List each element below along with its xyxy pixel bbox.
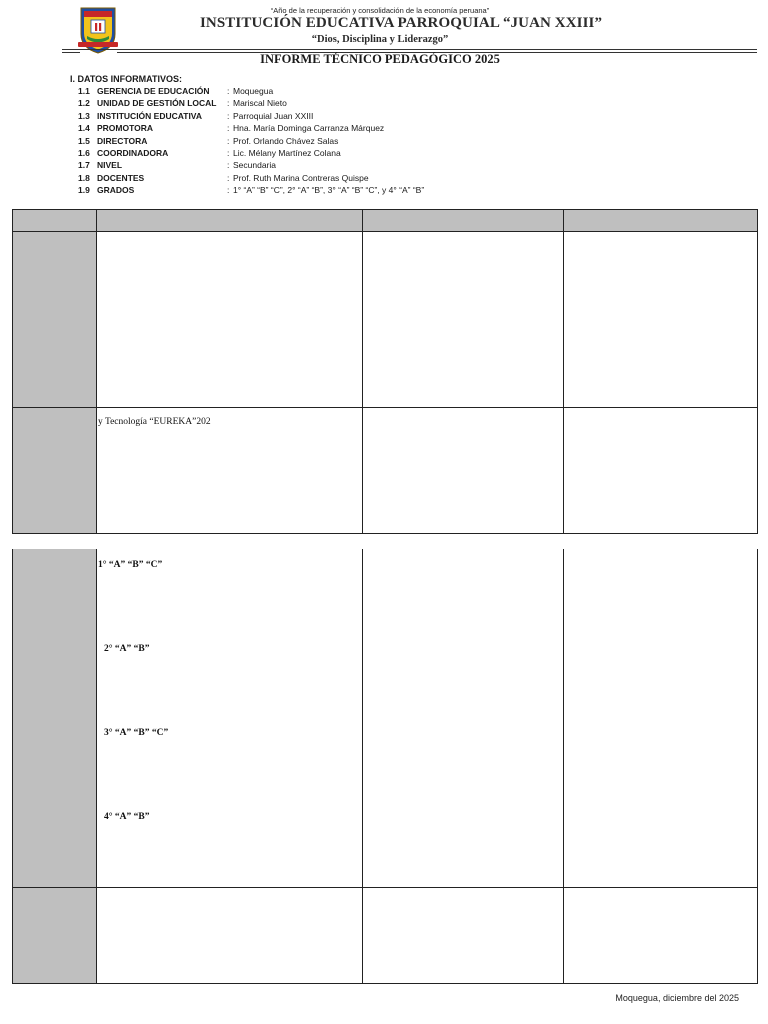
- table-border: [12, 209, 13, 534]
- datos-row-colon: :: [227, 160, 230, 171]
- datos-row-coordinadora: [78, 148, 538, 160]
- datos-row-gerencia: [78, 86, 538, 98]
- school-motto: “Dios, Disciplina y Liderazgo”: [311, 34, 449, 45]
- datos-row-colon: :: [227, 123, 230, 134]
- school-name: INSTITUCIÓN EDUCATIVA PARROQUIAL “JUAN XXIII”: [200, 15, 603, 31]
- datos-row-number: 1.3: [78, 110, 90, 121]
- header-rule-top: [62, 49, 757, 50]
- datos-row-colon: :: [227, 110, 230, 121]
- datos-row-label: NIVEL: [97, 160, 123, 171]
- report-table-1: [12, 209, 758, 534]
- datos-row-value: Hna. María Dominga Carranza Márquez: [233, 123, 385, 134]
- grade-line-3: 3° “A” “B” “C”: [104, 728, 169, 738]
- datos-row-colon: :: [227, 98, 230, 109]
- datos-row-number: 1.4: [78, 123, 90, 134]
- datos-row-value: Prof. Ruth Marina Contreras Quispe: [233, 172, 369, 183]
- datos-row-label: PROMOTORA: [97, 123, 154, 134]
- table-border: [12, 231, 758, 232]
- table-border: [362, 549, 363, 984]
- datos-row-number: 1.1: [78, 86, 90, 96]
- datos-row-grados: [78, 185, 538, 197]
- datos-row-colon: :: [227, 185, 230, 196]
- table-border: [96, 549, 97, 984]
- table-header-row: [12, 209, 758, 231]
- table-border: [362, 209, 363, 534]
- datos-row-value: Prof. Orlando Chávez Salas: [233, 135, 339, 146]
- datos-row-directora: [78, 136, 538, 148]
- table-border: [757, 549, 758, 984]
- grade-line-4: 4° “A” “B”: [104, 812, 150, 822]
- datos-row-value: 1° “A” “B” “C”, 2° “A” “B”, 3° “A” “B” “C”, y 4° “A” “B”: [233, 185, 425, 196]
- datos-row-number: 1.6: [78, 147, 90, 158]
- datos-row-label: DIRECTORA: [97, 135, 148, 146]
- table-border: [757, 209, 758, 534]
- table-border: [12, 533, 758, 534]
- datos-row-colon: :: [227, 172, 230, 183]
- datos-row-value: Secundaria: [233, 160, 277, 171]
- header-rule-left-short: [62, 52, 80, 53]
- table-border: [12, 407, 758, 408]
- datos-row-number: 1.9: [78, 185, 90, 196]
- datos-row-number: 1.8: [78, 172, 90, 183]
- datos-row-value: Parroquial Juan XXIII: [233, 110, 314, 121]
- table-first-column: [12, 549, 96, 983]
- school-crest-logo: [78, 4, 118, 54]
- datos-row-number: 1.5: [78, 135, 90, 146]
- school-crest-icon: [78, 4, 118, 54]
- datos-informativos-list: [78, 86, 538, 198]
- report-table-2: [12, 549, 758, 984]
- report-title: INFORME TÉCNICO PEDAGÓGICO 2025: [260, 52, 500, 66]
- datos-row-colon: :: [227, 86, 230, 96]
- table-border: [563, 549, 564, 984]
- datos-row-label: GRADOS: [97, 185, 135, 196]
- table-border: [12, 887, 758, 888]
- datos-row-ugel: [78, 98, 538, 110]
- datos-row-docentes: [78, 173, 538, 185]
- grade-line-2: 2° “A” “B”: [104, 644, 150, 654]
- table-border: [12, 549, 13, 984]
- datos-row-value: Mariscal Nieto: [233, 98, 287, 109]
- table-border: [96, 209, 97, 534]
- datos-row-promotora: [78, 123, 538, 135]
- datos-row-number: 1.2: [78, 98, 90, 109]
- datos-row-number: 1.7: [78, 160, 90, 171]
- datos-row-colon: :: [227, 135, 230, 146]
- datos-row-label: COORDINADORA: [97, 147, 169, 158]
- datos-row-nivel: [78, 160, 538, 172]
- grade-line-1: 1° “A” “B” “C”: [98, 560, 163, 570]
- datos-row-institucion: [78, 111, 538, 123]
- datos-row-value: Lic. Mélany Martínez Colana: [233, 147, 341, 158]
- table-border: [12, 209, 758, 210]
- datos-row-value: Moquegua: [233, 86, 274, 96]
- datos-row-label: GERENCIA DE EDUCACIÓN: [97, 86, 210, 96]
- table-border: [563, 209, 564, 534]
- datos-informativos-heading: I. DATOS INFORMATIVOS:: [70, 74, 182, 84]
- year-slogan: “Año de la recuperación y consolidación de la economía peruana”: [270, 6, 490, 15]
- datos-row-label: DOCENTES: [97, 172, 145, 183]
- table-first-column: [12, 231, 96, 533]
- footer-date: Moquegua, diciembre del 2025: [615, 993, 739, 1003]
- datos-row-label: INSTITUCIÓN EDUCATIVA: [97, 110, 202, 121]
- datos-row-colon: :: [227, 147, 230, 158]
- table-cell-project-name: y Tecnología “EUREKA”202: [98, 417, 211, 427]
- table-border: [12, 983, 758, 984]
- datos-row-label: UNIDAD DE GESTIÓN LOCAL: [97, 98, 217, 109]
